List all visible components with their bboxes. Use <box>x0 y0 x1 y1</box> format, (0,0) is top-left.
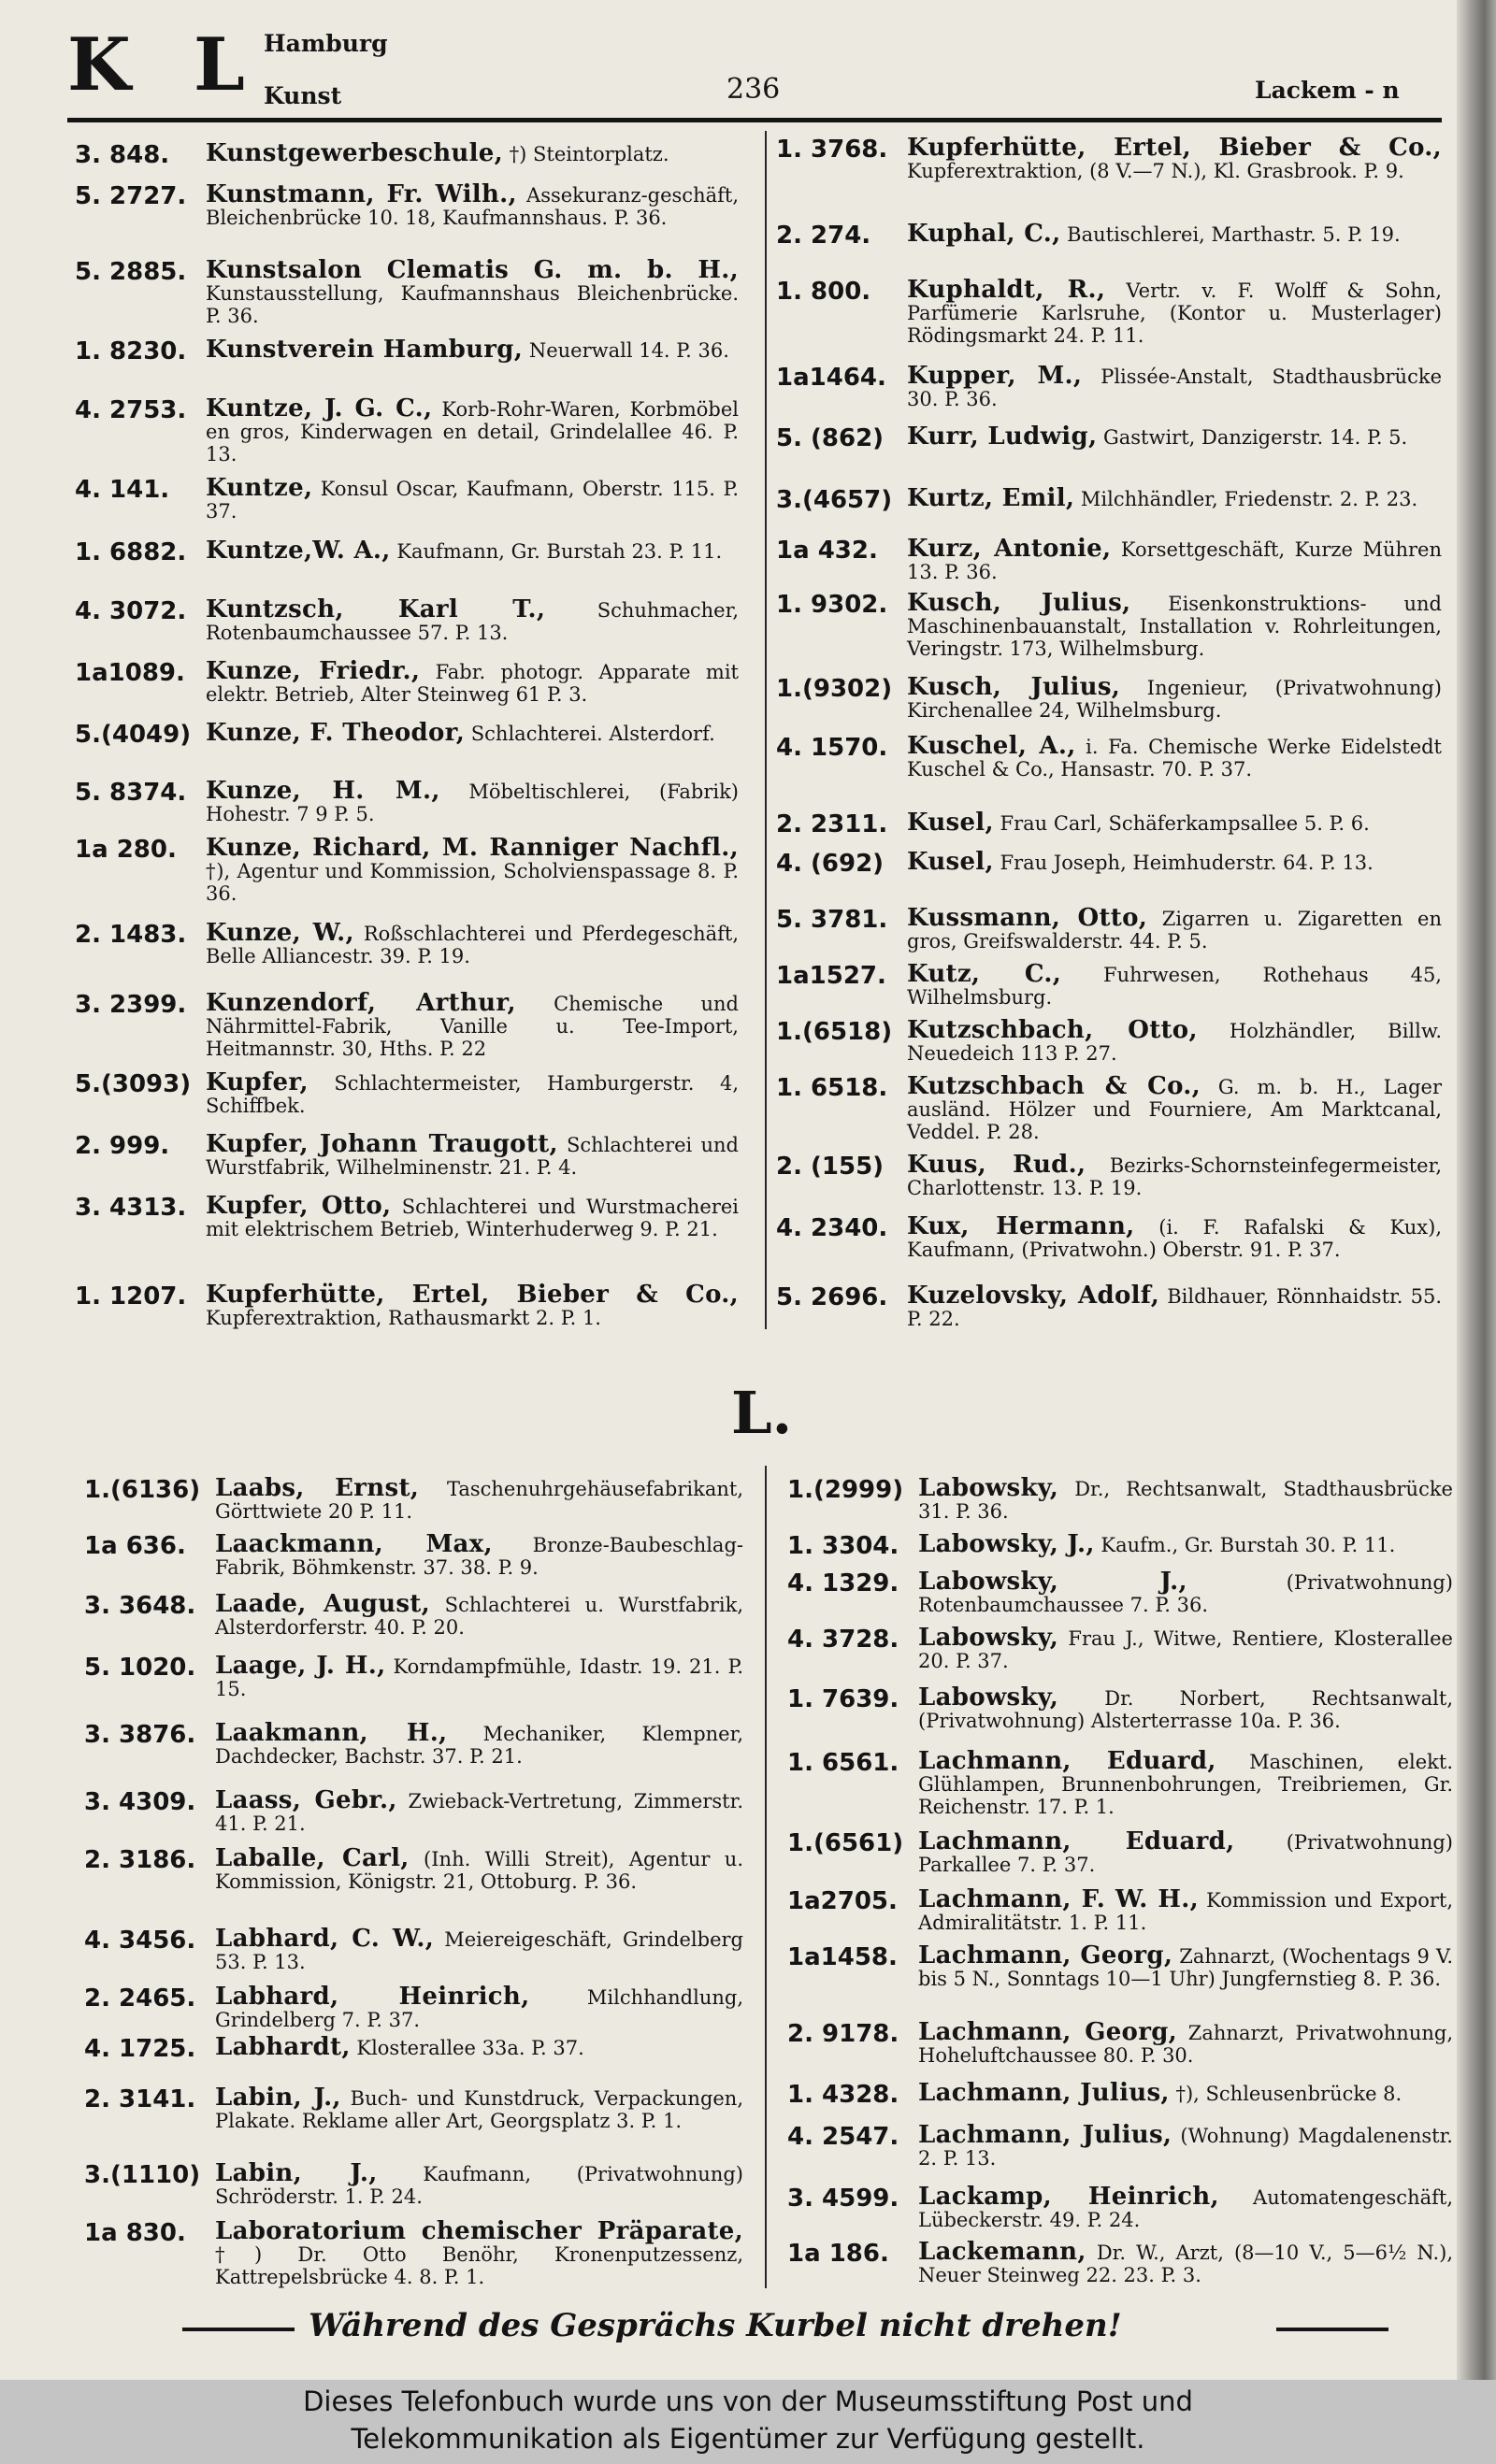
entry-text <box>215 2086 743 2132</box>
entry-text <box>206 1192 739 1240</box>
entry-text <box>918 2185 1453 2231</box>
entry-name: Laage, J. H., <box>215 1652 386 1680</box>
entry-text <box>206 1068 739 1117</box>
entry-name: Kusel, <box>907 809 994 837</box>
entry-name: Lachmann, Georg, <box>918 1941 1173 1970</box>
entry-details: Frau Carl, Schäferkampsallee 5. P. 6. <box>993 812 1370 835</box>
entry-details: Zigarren u. Zigaretten en gros, Greifswalderstr. 44. P. 5. <box>907 908 1442 953</box>
phone-number: 3. 3876. <box>84 1721 196 1749</box>
entry-text <box>918 2121 1453 2170</box>
phone-number: 1. 800. <box>776 278 871 306</box>
entry-text <box>918 2238 1453 2286</box>
entry-name: Kunstmann, Fr. Wilh., <box>206 180 517 208</box>
entry-details: (Inh. Willi Streit), Agentur u. Kommission, Königstr. 21, Ottoburg. P. 36. <box>215 1848 744 1893</box>
entry-name: Labin, J., <box>215 2159 378 2187</box>
footer-rule-left <box>182 2328 295 2331</box>
entry-text <box>907 362 1442 410</box>
entry-details: Eisenkonstruktions- und Maschinenbauanstalt, Installation v. Rohrleitungen, Veringstr. 173, Wilhelmsburg. <box>907 593 1442 660</box>
entry-details: Schlachtermeister, Hamburgerstr. 4, Schiffbek. <box>206 1072 739 1117</box>
entry-name: Lachmann, Eduard, <box>918 1747 1216 1775</box>
entry-name: Kupfer, Johann Traugott, <box>206 1130 558 1158</box>
entry-name: Laabs, Ernst, <box>215 1474 420 1502</box>
phone-number: 3. 3648. <box>84 1592 196 1620</box>
entry-details: Möbeltischlerei, (Fabrik) Hohestr. 7 9 P. 5. <box>206 781 740 825</box>
phone-number: 1a 280. <box>75 836 177 864</box>
entry-name: Labhard, C. W., <box>215 1925 435 1953</box>
phone-number: 4. 3728. <box>787 1626 899 1654</box>
entry-text <box>206 834 739 905</box>
entry-details: Bautischlerei, Marthastr. 5. P. 19. <box>1060 223 1401 246</box>
entry-name: Laackmann, Max, <box>215 1530 493 1558</box>
entry-details: Kommission und Export, Admiralitätstr. 1. P. 11. <box>918 1889 1453 1934</box>
entry-name: Laade, August, <box>215 1590 430 1618</box>
credit-line-2: Telekommunikation als Eigentümer zur Verfügung gestellt. <box>351 2423 1145 2455</box>
phone-number: 4. 3456. <box>84 1927 196 1955</box>
page-number: 236 <box>726 73 781 106</box>
phone-number: 3. 848. <box>75 141 170 169</box>
phone-number: 4. 1725. <box>84 2035 196 2063</box>
entry-name: Kux, Hermann, <box>907 1212 1135 1240</box>
entry-name: Kuus, Rud., <box>907 1151 1086 1179</box>
entry-name: Kunstgewerbeschule, <box>206 139 503 167</box>
entry-name: Labowsky, J., <box>918 1568 1187 1596</box>
entry-name: Kurtz, Emil, <box>907 484 1075 512</box>
entry-name: Labhard, Heinrich, <box>215 1983 530 2011</box>
section-letters: K L <box>67 22 264 107</box>
entry-details: Mechaniker, Klempner, Dachdecker, Bachstr. 37. P. 21. <box>215 1723 743 1768</box>
entry-name: Lackamp, Heinrich, <box>918 2183 1219 2211</box>
entry-details: Meiereigeschäft, Grindelberg 53. P. 13. <box>215 1928 743 1973</box>
entry-text <box>918 1885 1453 1934</box>
entry-text <box>907 425 1442 449</box>
phone-number: 1.(6136) <box>84 1476 201 1504</box>
phone-number: 3.(1110) <box>84 2161 201 2189</box>
entry-name: Kuphaldt, R., <box>907 276 1106 304</box>
entry-text <box>918 1530 1453 1558</box>
entry-text <box>907 960 1442 1009</box>
entry-text <box>215 1474 743 1523</box>
phone-number: 5. 2885. <box>75 258 187 286</box>
entry-details: Zwieback-Vertretung, Zimmerstr. 41. P. 21. <box>215 1790 743 1835</box>
entry-name: Laboratorium chemischer Präparate, <box>215 2217 743 2245</box>
entry-text <box>907 1153 1442 1199</box>
entry-details: †), Schleusenbrücke 8. <box>1169 2083 1402 2105</box>
entry-details: (i. F. Rafalski & Kux), Kaufmann, (Privatwohn.) Oberstr. 91. P. 37. <box>907 1216 1442 1261</box>
entry-name: Kunze, Richard, M. Ranniger Nachfl., <box>206 834 739 862</box>
phone-number: 3. 2399. <box>75 991 187 1019</box>
entry-details: Fabr. photogr. Apparate mit elektr. Betrieb, Alter Steinweg 61 P. 3. <box>206 661 739 706</box>
entry-text <box>215 2217 743 2288</box>
entry-details: Frau J., Witwe, Rentiere, Klosterallee 20. P. 37. <box>918 1627 1453 1672</box>
entry-details: Zahnarzt, Privatwohnung, Hoheluftchaussee 80. P. 30. <box>918 2022 1453 2067</box>
phone-number: 2. 2311. <box>776 810 888 838</box>
entry-text <box>215 1590 744 1639</box>
phone-number: 1. 3304. <box>787 1532 899 1560</box>
entry-name: Labowsky, <box>918 1474 1059 1502</box>
entry-details: Kaufmann, (Privatwohnung) Schröderstr. 1. P. 24. <box>215 2163 743 2208</box>
phone-number: 5. 3781. <box>776 906 888 934</box>
header-section: Kunst <box>264 82 342 109</box>
phone-number: 5. (862) <box>776 424 885 452</box>
entry-name: Laass, Gebr., <box>215 1786 397 1814</box>
column-divider-top <box>765 131 767 1329</box>
phone-number: 1.(6518) <box>776 1018 893 1046</box>
phone-number: 3. 4309. <box>84 1788 196 1816</box>
entry-details: Buch- und Kunstdruck, Verpackungen, Plakate. Reklame aller Art, Georgsplatz 3. P. 1. <box>215 2087 744 2132</box>
entry-name: Labowsky, <box>918 1624 1059 1652</box>
entry-details: Schlachterei und Wurstfabrik, Wilhelminenstr. 21. P. 4. <box>206 1134 739 1179</box>
entry-text <box>206 338 739 362</box>
entry-name: Kunze, W., <box>206 919 354 947</box>
credit-line-1: Dieses Telefonbuch wurde uns von der Museumsstiftung Post und <box>303 2385 1193 2417</box>
entry-details: Korsettgeschäft, Kurze Mühren 13. P. 36. <box>907 538 1442 583</box>
phone-number: 1. 6518. <box>776 1074 888 1102</box>
entry-details: Taschenuhrgehäusefabrikant, Görttwiete 20 P. 11. <box>215 1478 743 1523</box>
entry-text <box>206 657 739 706</box>
phone-number: 1a1458. <box>787 1943 898 1971</box>
entry-details: Zahnarzt, (Wochentags 9 V. bis 5 N., Sonntags 10—1 Uhr) Jungfernstieg 8. P. 36. <box>918 1945 1453 1990</box>
entry-text <box>215 2033 743 2061</box>
entry-details: Kunstausstellung, Kaufmannshaus Bleichenbrücke. P. 36. <box>206 282 739 327</box>
entry-details: Bronze-Baubeschlag-Fabrik, Böhmkenstr. 37. 38. P. 9. <box>215 1534 743 1579</box>
entry-name: Kussmann, Otto, <box>907 904 1148 932</box>
entry-text <box>907 1072 1443 1143</box>
entry-details: Schlachterei und Wurstmacherei mit elektrischem Betrieb, Winterhuderweg 9. P. 21. <box>206 1196 739 1240</box>
entry-details: Schlachterei. Alsterdorf. <box>465 723 715 745</box>
entry-name: Kusch, Julius, <box>907 673 1121 701</box>
entry-text <box>918 1941 1453 1990</box>
entry-text <box>907 1212 1442 1261</box>
phone-number: 5.(4049) <box>75 721 192 749</box>
entry-text <box>206 989 739 1060</box>
entry-details: Bildhauer, Rönnhaidstr. 55. P. 22. <box>907 1285 1442 1330</box>
entry-details: †) Steintorplatz. <box>503 143 669 165</box>
entry-text <box>215 1927 743 1973</box>
entry-name: Lachmann, Julius, <box>918 2121 1172 2149</box>
entry-text <box>215 1719 743 1768</box>
entry-text <box>215 1530 743 1579</box>
phone-number: 4. 2753. <box>75 396 187 424</box>
entry-text <box>206 777 740 825</box>
phone-number: 1. 3768. <box>776 136 888 164</box>
entry-details: Kupferextraktion, Rathausmarkt 2. P. 1. <box>206 1307 601 1329</box>
entry-details: Plissée-Anstalt, Stadthausbrücke 30. P. 36. <box>907 365 1442 410</box>
footer-rule-right <box>1276 2328 1388 2331</box>
entry-details: Kaufm., Gr. Burstah 30. P. 11. <box>1094 1534 1396 1556</box>
entry-text <box>907 1284 1442 1330</box>
phone-number: 1a1464. <box>776 364 886 392</box>
entry-details: Schlachterei u. Wurstfabrik, Alsterdorferstr. 40. P. 20. <box>215 1594 744 1639</box>
header-range: Lackem - n <box>1255 77 1400 104</box>
entry-text <box>206 1283 739 1329</box>
entry-details: Ingenieur, (Privatwohnung) Kirchenallee 24, Wilhelmsburg. <box>907 677 1442 722</box>
entry-details: Bezirks-Schornsteinfegermeister, Charlottenstr. 13. P. 19. <box>907 1154 1443 1199</box>
entry-name: Labin, J., <box>215 2084 341 2112</box>
entry-text <box>918 2018 1453 2067</box>
entry-name: Lachmann, F. W. H., <box>918 1885 1200 1913</box>
entry-text <box>907 811 1442 835</box>
phone-number: 2. 274. <box>776 222 871 250</box>
entry-details: Kaufmann, Gr. Burstah 23. P. 11. <box>390 540 723 563</box>
footer-motto: Während des Gesprächs Kurbel nicht drehen! <box>309 2307 1122 2344</box>
entry-text <box>215 1844 744 1893</box>
phone-number: 1a 186. <box>787 2240 889 2268</box>
entry-name: Kutz, C., <box>907 960 1062 988</box>
entry-text <box>206 919 740 967</box>
entry-name: Kupferhütte, Ertel, Bieber & Co., <box>206 1281 739 1309</box>
entry-text <box>206 719 739 747</box>
entry-text <box>206 1130 739 1179</box>
entry-text <box>206 595 739 644</box>
phone-number: 4. 141. <box>75 476 170 504</box>
phone-number: 4. (692) <box>776 850 885 878</box>
entry-name: Kurr, Ludwig, <box>907 423 1098 451</box>
entry-name: Laakmann, H., <box>215 1719 448 1747</box>
phone-number: 1. 7639. <box>787 1685 899 1713</box>
phone-number: 1. 1207. <box>75 1282 187 1311</box>
entry-name: Kunzendorf, Arthur, <box>206 989 516 1017</box>
phone-number: 2. 1483. <box>75 921 187 949</box>
entry-text <box>918 1626 1453 1672</box>
phone-number: 1. 6882. <box>75 538 187 566</box>
phone-number: 1. 6561. <box>787 1749 899 1777</box>
entry-text <box>918 1683 1453 1732</box>
entry-name: Kuntzsch, Karl T., <box>206 595 546 623</box>
entry-text <box>907 589 1442 660</box>
entry-text <box>907 904 1442 953</box>
entry-details: Dr., Rechtsanwalt, Stadthausbrücke 31. P. 36. <box>918 1478 1453 1523</box>
phone-number: 5. 2696. <box>776 1283 888 1311</box>
entry-text <box>206 539 739 563</box>
entry-text <box>918 1474 1453 1523</box>
entry-details: †), Agentur und Kommission, Scholvienspassage 8. P. 36. <box>206 860 739 905</box>
entry-details: Assekuranz-geschäft, Bleichenbrücke 10. 18, Kaufmannshaus. P. 36. <box>206 184 740 229</box>
entry-details: Frau Joseph, Heimhuderstr. 64. P. 13. <box>993 852 1374 874</box>
entry-details: Automatengeschäft, Lübeckerstr. 49. P. 24. <box>918 2186 1453 2231</box>
entry-name: Laballe, Carl, <box>215 1844 410 1872</box>
phone-number: 1a2705. <box>787 1887 898 1915</box>
entry-name: Kutzschbach, Otto, <box>907 1016 1198 1044</box>
entry-text <box>215 1985 743 2031</box>
entry-name: Kupferhütte, Ertel, Bieber & Co., <box>907 134 1442 162</box>
entry-name: Kuntze, J. G. C., <box>206 394 433 423</box>
entry-text <box>907 537 1442 583</box>
entry-name: Kusel, <box>907 848 994 876</box>
entry-details: †) Dr. Otto Benöhr, Kronenputzessenz, Kattrepelsbrücke 4. 8. P. 1. <box>215 2243 743 2288</box>
entry-text <box>907 1016 1443 1065</box>
entry-name: Kutzschbach & Co., <box>907 1072 1201 1100</box>
phone-number: 5. 1020. <box>84 1654 196 1682</box>
phone-number: 2. 3141. <box>84 2085 196 2113</box>
entry-text <box>907 136 1442 182</box>
phone-number: 1.(2999) <box>787 1476 904 1504</box>
entry-details: (Privatwohnung) Parkallee 7. P. 37. <box>918 1831 1453 1876</box>
entry-details: Fuhrwesen, Rothehaus 45, Wilhelmsburg. <box>907 964 1442 1009</box>
section-l-heading: L. <box>731 1379 793 1447</box>
phone-number: 5.(3093) <box>75 1070 192 1098</box>
entry-text <box>918 1747 1453 1818</box>
phone-number: 1a1527. <box>776 962 886 990</box>
phone-number: 1. 4328. <box>787 2081 899 2109</box>
phone-number: 1.(9302) <box>776 675 893 703</box>
entry-text <box>215 2159 743 2208</box>
phone-number: 1.(6561) <box>787 1829 904 1857</box>
phone-number: 1a1089. <box>75 659 185 687</box>
entry-text <box>918 2079 1453 2107</box>
entry-name: Kupfer, <box>206 1068 309 1096</box>
phone-number: 1a 432. <box>776 537 878 565</box>
phone-number: 1. 8230. <box>75 337 187 365</box>
entry-details: Holzhändler, Billw. Neuedeich 113 P. 27. <box>907 1020 1443 1065</box>
entry-details: Korb-Rohr-Waren, Korbmöbel en gros, Kinderwagen en detail, Grindelallee 46. P. 13. <box>206 398 740 466</box>
entry-details: Maschinen, elekt. Glühlampen, Brunnenbohrungen, Treibriemen, Gr. Reichenstr. 17. P. 1. <box>918 1751 1453 1818</box>
entry-text <box>918 1570 1453 1616</box>
entry-name: Kunze, H. M., <box>206 777 440 805</box>
phone-number: 3. 4313. <box>75 1194 187 1222</box>
entry-details: Milchhändler, Friedenstr. 2. P. 23. <box>1074 488 1418 510</box>
entry-text <box>918 1827 1453 1876</box>
header-rule <box>67 118 1442 122</box>
entry-text <box>907 222 1442 246</box>
entry-name: Kuphal, C., <box>907 220 1061 248</box>
entry-details: Gastwirt, Danzigerstr. 14. P. 5. <box>1097 426 1408 449</box>
entry-details: G. m. b. H., Lager ausländ. Hölzer und Fourniere, Am Marktcanal, Veddel. P. 28. <box>907 1076 1443 1143</box>
entry-name: Kusch, Julius, <box>907 589 1131 617</box>
entry-name: Labowsky, J., <box>918 1530 1095 1558</box>
entry-details: Dr. Norbert, Rechtsanwalt, (Privatwohnung) Alsterterrasse 10a. P. 36. <box>918 1687 1453 1732</box>
entry-details: Dr. W., Arzt, (8—10 V., 5—6½ N.), Neuer Steinweg 22. 23. P. 3. <box>918 2242 1453 2286</box>
entry-name: Kunze, F. Theodor, <box>206 719 466 747</box>
entry-text <box>215 1786 743 1835</box>
phone-number: 4. 1329. <box>787 1569 899 1597</box>
entry-text <box>907 673 1442 722</box>
entry-name: Kuntze, <box>206 474 313 502</box>
phone-number: 4. 1570. <box>776 734 888 762</box>
entry-details: Korndampfmühle, Idastr. 19. 21. P. 15. <box>215 1655 743 1700</box>
credit-caption <box>0 2380 1496 2464</box>
phone-number: 2. (155) <box>776 1153 885 1181</box>
entry-details: Vertr. v. F. Wolff & Sohn, Parfümerie Karlsruhe, (Kontor u. Musterlager) Rödingsmarkt 24. P. 11. <box>907 279 1443 347</box>
entry-name: Kuschel, A., <box>907 732 1076 760</box>
entry-name: Kuzelovsky, Adolf, <box>907 1282 1160 1310</box>
entry-text <box>206 256 739 327</box>
entry-details: Schuhmacher, Rotenbaumchaussee 57. P. 13. <box>206 599 739 644</box>
phone-number: 2. 2465. <box>84 1984 196 2013</box>
entry-details: Konsul Oscar, Kaufmann, Oberstr. 115. P. 37. <box>206 478 739 523</box>
entry-name: Kunze, Friedr., <box>206 657 421 685</box>
entry-name: Labhardt, <box>215 2033 351 2061</box>
entry-name: Kupper, M., <box>907 362 1083 390</box>
phone-number: 2. 9178. <box>787 2020 899 2048</box>
entry-name: Kurz, Antonie, <box>907 535 1112 563</box>
phone-number: 5. 2727. <box>75 182 187 210</box>
phone-number: 3.(4657) <box>776 486 893 514</box>
entry-name: Lachmann, Julius, <box>918 2079 1170 2107</box>
entry-text <box>907 848 1442 876</box>
entry-details: Kupferextraktion, (8 V.—7 N.), Kl. Grasbrook. P. 9. <box>907 160 1404 182</box>
header-city: Hamburg <box>264 30 388 57</box>
phone-number: 4. 3072. <box>75 597 187 625</box>
phone-number: 2. 3186. <box>84 1846 196 1874</box>
phone-number: 3. 4599. <box>787 2185 899 2213</box>
phone-number: 1a 636. <box>84 1532 186 1560</box>
entry-text <box>206 139 739 167</box>
phone-number: 4. 2547. <box>787 2123 899 2151</box>
entry-text <box>206 474 739 523</box>
entry-details: Neuerwall 14. P. 36. <box>523 339 729 362</box>
entry-details: (Wohnung) Magdalenenstr. 2. P. 13. <box>918 2125 1453 2170</box>
phone-number: 4. 2340. <box>776 1214 888 1242</box>
entry-text <box>907 732 1443 781</box>
phone-number: 5. 8374. <box>75 779 187 807</box>
book-binding-edge <box>1457 0 1496 2380</box>
entry-details: Chemische und Nährmittel-Fabrik, Vanille u. Tee-Import, Heitmannstr. 30, Hths. P. 22 <box>206 993 739 1060</box>
entry-text <box>907 484 1442 512</box>
entry-text <box>907 276 1443 347</box>
entry-details: Roßschlachterei und Pferdegeschäft, Belle Alliancestr. 39. P. 19. <box>206 923 740 967</box>
entry-name: Kuntze,W. A., <box>206 537 391 565</box>
phone-number: 1a 830. <box>84 2219 186 2247</box>
entry-name: Kupfer, Otto, <box>206 1192 392 1220</box>
entry-name: Lachmann, Eduard, <box>918 1827 1235 1855</box>
phone-number: 2. 999. <box>75 1132 170 1160</box>
entry-details: Klosterallee 33a. P. 37. <box>350 2037 584 2059</box>
entry-name: Lachmann, Georg, <box>918 2018 1178 2046</box>
entry-details: i. Fa. Chemische Werke Eidelstedt Kuschel & Co., Hansastr. 70. P. 37. <box>907 736 1443 781</box>
column-divider-bottom <box>765 1466 767 2288</box>
phone-number: 1. 9302. <box>776 591 888 619</box>
entry-name: Kunstverein Hamburg, <box>206 336 524 364</box>
entry-name: Labowsky, <box>918 1683 1059 1712</box>
entry-text <box>206 394 740 466</box>
entry-details: Milchhandlung, Grindelberg 7. P. 37. <box>215 1986 743 2031</box>
entry-text <box>215 1652 743 1700</box>
entry-details: (Privatwohnung) Rotenbaumchaussee 7. P. 36. <box>918 1571 1453 1616</box>
entry-name: Kunstsalon Clematis G. m. b. H., <box>206 256 739 284</box>
entry-text <box>206 180 740 229</box>
entry-name: Lackemann, <box>918 2238 1086 2266</box>
